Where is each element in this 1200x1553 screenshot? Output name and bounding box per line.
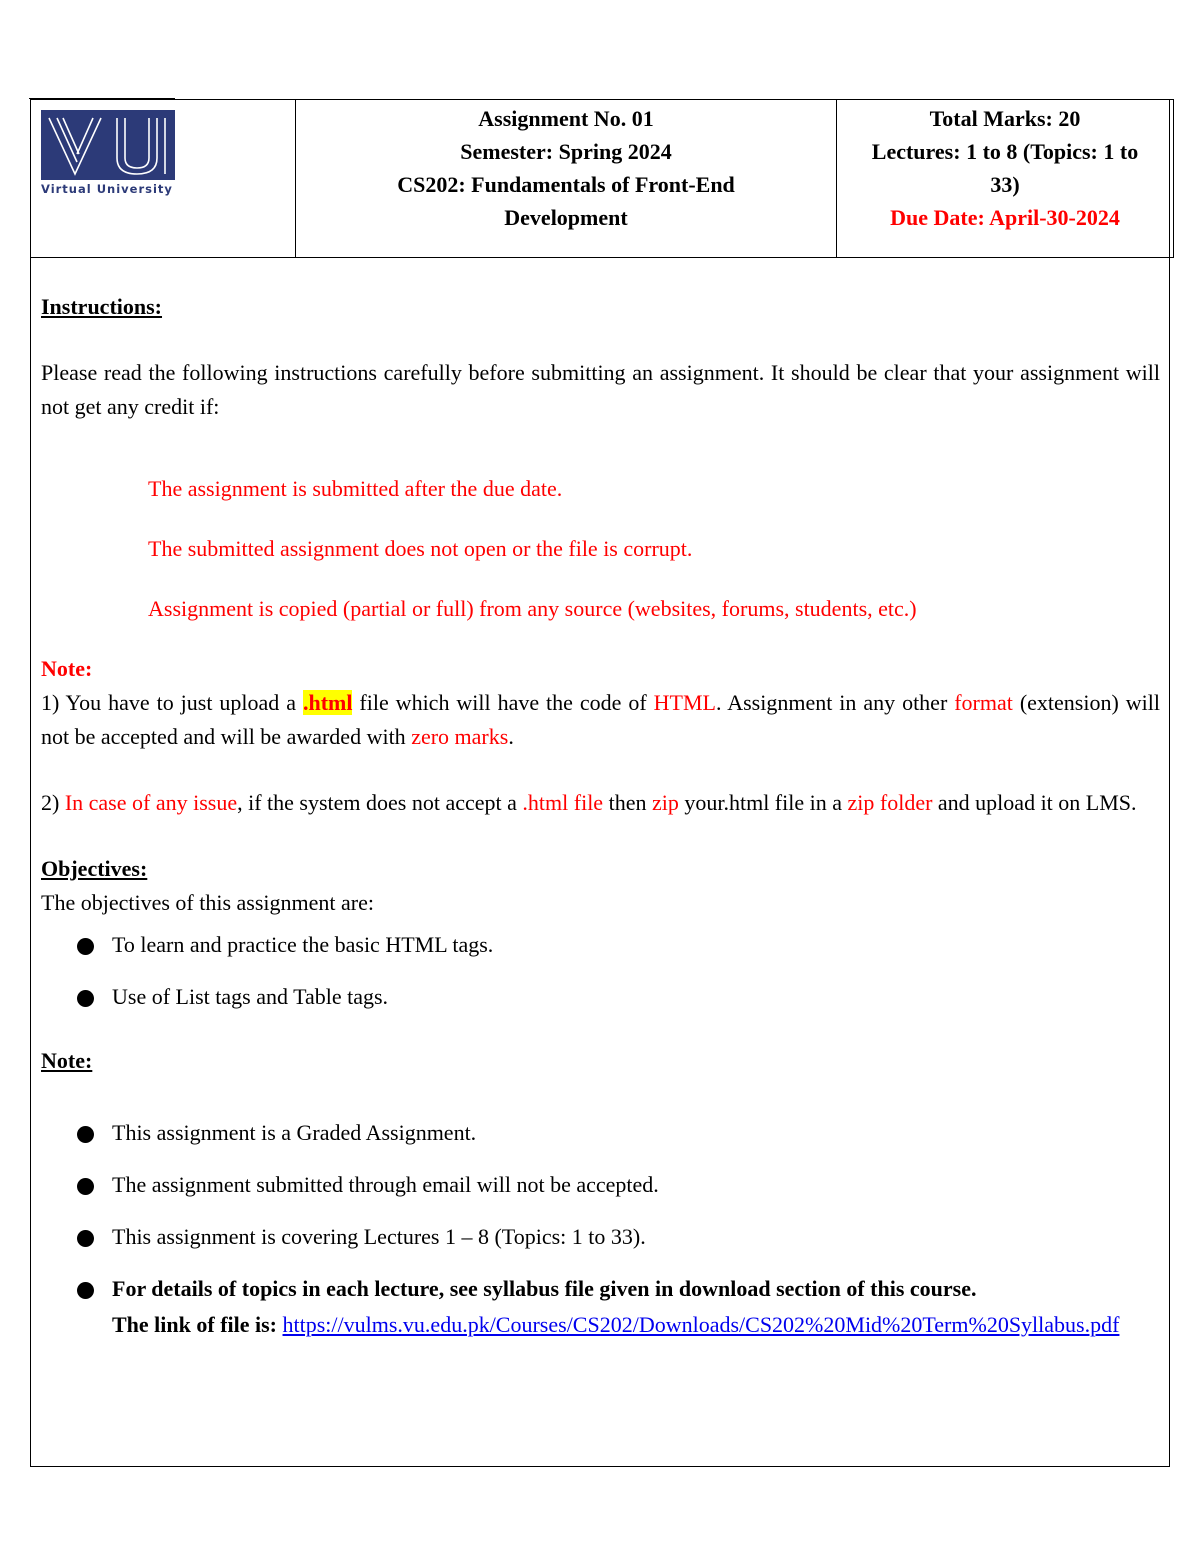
due-date: Due Date: April-30-2024 [890,205,1120,230]
logo-caption: Virtual University [41,182,173,196]
note-text: The assignment submitted through email will not be accepted. [112,1172,659,1197]
bullet-icon [77,1178,94,1195]
list-item [41,928,1160,962]
objective-text: Use of List tags and Table tags. [112,984,389,1009]
course-line-2: Development [504,205,628,230]
note1-text-a: 1) You have to just upload a [41,690,303,715]
note-text: This assignment is covering Lectures 1 – 8 (Topics: 1 to 33). [112,1224,646,1249]
logo-cell [31,100,296,258]
note1-text-g: (extension) will not be accepted and will be awarded with [41,690,1160,749]
list-item [41,1220,1160,1254]
syllabus-link[interactable]: https://vulms.vu.edu.pk/Courses/CS202/Downloads/CS202%20Mid%20Term%20Syllabus.pdf [282,1312,1120,1337]
instructions-intro: Please read the following instructions carefully before submitting an assignment. It should be clear that your assignment will not get any credit if: [41,360,1160,419]
note-text: This assignment is a Graded Assignment. [112,1120,477,1145]
note-item-1 [41,686,1160,754]
reason-late: The assignment is submitted after the due date. [148,476,563,501]
note-heading: Note: [41,656,93,681]
list-item [41,980,1160,1014]
note1-text-c: file which will have the code of [352,690,654,715]
bullet-icon [77,938,94,955]
note2-text-g: your.html file in a [678,790,848,815]
note2-text-a: 2) [41,790,65,815]
lectures-line-2: 33) [990,172,1020,197]
html-extension-highlight: .html [302,690,353,715]
assignment-info-cell [296,100,837,258]
syllabus-details: For details of topics in each lecture, see syllabus file given in download section of this course. [112,1276,977,1301]
note-item-2 [41,786,1160,820]
note1-html-word: HTML [653,690,716,715]
logo-letters: VU [69,174,71,175]
note2-text-c: , if the system does not accept a [237,790,523,815]
bullet-icon [77,1230,94,1247]
list-item [41,1272,1160,1340]
header-table [30,99,1174,258]
notes-list [41,1116,1160,1340]
instructions-heading: Instructions: [41,294,163,319]
credit-reasons [148,472,1160,626]
assignment-number: Assignment No. 01 [478,106,654,131]
reason-corrupt: The submitted assignment does not open or the file is corrupt. [148,536,693,561]
objectives-list [41,928,1160,1014]
semester: Semester: Spring 2024 [460,139,672,164]
note1-zero-marks: zero marks [411,724,509,749]
bullet-icon [77,1126,94,1143]
objectives-intro: The objectives of this assignment are: [41,890,374,915]
note1-text-e: . Assignment in any other [715,690,955,715]
total-marks: Total Marks: 20 [929,106,1081,131]
note2-text-i: and upload it on LMS. [932,790,1137,815]
note2-issue: In case of any issue [64,790,238,815]
document-body [41,290,1160,1358]
note2-html-file: .html file [522,790,604,815]
objective-text: To learn and practice the basic HTML tags. [112,932,494,957]
note1-format-word: format [954,690,1013,715]
link-label: The link of file is: [112,1312,283,1337]
note2-text-e: then [603,790,652,815]
note2-zip-folder: zip folder [847,790,933,815]
note2-heading: Note: [41,1048,93,1073]
reason-copied: Assignment is copied (partial or full) from any source (websites, forums, students, etc.) [148,596,917,621]
lectures-line-1: Lectures: 1 to 8 (Topics: 1 to [871,139,1139,164]
bullet-icon [77,1282,94,1299]
note2-zip: zip [651,790,679,815]
note1-text-i: . [508,724,514,749]
vu-logo [41,110,177,196]
syllabus-link-line [112,1310,1160,1340]
marks-cell [837,100,1174,258]
course-line-1: CS202: Fundamentals of Front-End [397,172,735,197]
objectives-heading: Objectives: [41,856,148,881]
bullet-icon [77,990,94,1007]
list-item [41,1168,1160,1202]
logo-tick [29,98,175,99]
vu-logo-mark [41,110,175,180]
list-item [41,1116,1160,1150]
